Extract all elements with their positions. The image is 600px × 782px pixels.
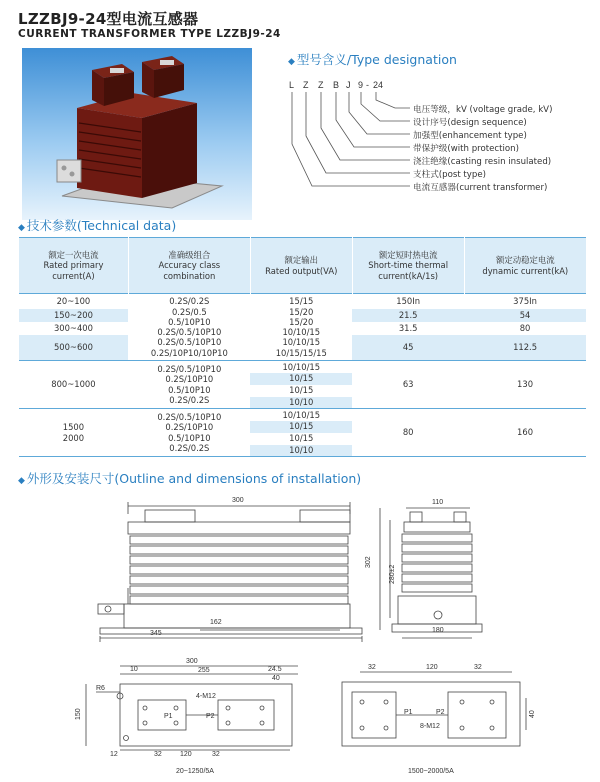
table-row: [19, 294, 587, 309]
cell-output: 10/15: [289, 385, 314, 396]
code-letter: L: [289, 80, 295, 90]
dim-front-width: 300: [232, 497, 244, 504]
column-header-dynamic: 额定动稳定电流 dynamic current(kA): [464, 238, 586, 294]
dim-plan-left: 255: [198, 667, 210, 674]
plan-left-holes: 4-M12: [196, 693, 216, 700]
cell-dynamic: 375In: [513, 296, 537, 307]
cell-current: 1500 2000: [62, 422, 85, 443]
dim-plan-left: 120: [180, 751, 192, 758]
cell-thermal: 21.5: [398, 309, 418, 320]
dim-side-height: 302: [365, 556, 372, 568]
dim-plan-left: 40: [272, 675, 280, 682]
designation-line: 电压等级，kV (voltage grade, kV): [413, 105, 553, 115]
dim-plan-left: 10: [130, 666, 138, 673]
plan-right-caption: 1500~2000/5A: [408, 768, 454, 775]
dim-plan-left: 32: [154, 751, 162, 758]
designation-line: 支柱式(post type): [413, 170, 486, 180]
technical-heading: ◆ 技术参数(Technical data): [18, 218, 177, 233]
dim-side-inner: 280±2: [389, 564, 396, 584]
cell-thermal: 80: [402, 427, 414, 438]
page-subtitle: CURRENT TRANSFORMER TYPE LZZBJ9-24: [18, 28, 281, 40]
plan-view-left: [86, 666, 298, 750]
dim-plan-right: 32: [474, 664, 482, 671]
designation-line: 设计序号(design sequence): [413, 118, 527, 128]
dim-plan-right: 40: [529, 710, 536, 718]
table-row: [19, 409, 587, 421]
cell-accuracy: 0.2S/0.2S 0.2S/0.5 0.5/10P10 0.2S/0.5/10P10 0.2S/0.5/10P10 0.2S/10P10/10P10: [150, 296, 228, 358]
cell-output: 10/15: [289, 433, 314, 444]
cell-output: 10/10: [250, 445, 352, 457]
front-view: [98, 502, 362, 642]
cell-thermal: 63: [402, 379, 414, 390]
page-title: LZZBJ9-24型电流互感器: [18, 10, 199, 28]
column-header-thermal: 额定短时热电流 Short-time thermal current(kA/1s): [352, 238, 464, 294]
cell-dynamic: 54: [519, 309, 531, 320]
dim-front-base: 345: [150, 630, 162, 637]
cell-current: 20~100: [56, 296, 91, 307]
product-photo: [22, 48, 252, 220]
technical-data-table: [18, 237, 586, 457]
dim-plan-left: 32: [212, 751, 220, 758]
code-letter: Z: [318, 80, 324, 90]
cell-current: 500~600: [53, 342, 93, 353]
dim-plan-right: 32: [368, 664, 376, 671]
plan-view-right: [342, 672, 526, 746]
designation-line: 加强型(enhancement type): [413, 131, 527, 141]
code-dash: -: [366, 80, 369, 90]
column-header-accuracy: 准确级组合 Accuracy class combination: [128, 238, 250, 294]
dim-side-base: 180: [432, 627, 444, 634]
dim-plan-left: R6: [96, 685, 105, 692]
cell-output: 10/15: [250, 421, 352, 433]
cell-dynamic: 130: [517, 379, 534, 390]
code-letter: B: [333, 80, 340, 90]
designation-line: 电流互感器(current transformer): [413, 183, 548, 193]
column-header-output: 额定输出 Rated output(VA): [250, 238, 352, 294]
plan-left-p2: P2: [206, 713, 215, 720]
table-header-row: [19, 238, 587, 294]
outline-drawings: [0, 480, 600, 782]
dim-plan-left: 300: [186, 658, 198, 665]
cell-dynamic: 80: [519, 322, 531, 333]
cell-output: 10/10/15: [282, 361, 321, 372]
dim-front-offset: 162: [210, 619, 222, 626]
plan-right-p2: P2: [436, 709, 445, 716]
code-letter: 9: [358, 80, 364, 90]
plan-left-p1: P1: [164, 713, 173, 720]
cell-output: 15/15 15/20 15/20 10/10/15 10/10/15 10/15/15/15: [275, 296, 327, 358]
designation-heading: ◆ 型号含义/Type designation: [288, 52, 457, 67]
cell-current: 800~1000: [51, 379, 96, 390]
dim-plan-left: 12: [110, 751, 118, 758]
designation-line: 带保护级(with protection): [413, 144, 519, 154]
cell-output: 10/10: [250, 397, 352, 409]
code-letter: 24: [373, 80, 384, 90]
cell-thermal: 31.5: [398, 322, 418, 333]
cell-dynamic: 112.5: [513, 342, 538, 353]
plan-right-holes: 8-M12: [420, 723, 440, 730]
code-letter: Z: [303, 80, 309, 90]
outline-heading: ◆ 外形及安装尺寸(Outline and dimensions of installation): [18, 471, 362, 486]
cell-thermal: 150In: [396, 296, 421, 307]
cell-current: 300~400: [53, 322, 93, 333]
dim-side-top: 110: [432, 499, 444, 506]
plan-left-caption: 20~1250/5A: [176, 768, 214, 775]
cell-current: 150~200: [53, 309, 93, 320]
plan-right-p1: P1: [404, 709, 413, 716]
code-letter: J: [346, 80, 351, 90]
dim-plan-right: 120: [426, 664, 438, 671]
cell-output: 10/10/15: [282, 409, 321, 420]
cell-accuracy: 0.2S/0.5/10P10 0.2S/10P10 0.5/10P10 0.2S/0.2S: [157, 364, 222, 405]
designation-line: 浇注绝缘(casting resin insulated): [413, 157, 552, 167]
diamond-icon: ◆: [18, 223, 25, 233]
column-header-rated-primary: 额定一次电流 Rated primary current(A): [19, 238, 129, 294]
cell-thermal: 45: [402, 342, 414, 353]
cell-accuracy: 0.2S/0.5/10P10 0.2S/10P10 0.5/10P10 0.2S/0.2S: [157, 412, 222, 453]
diamond-icon: ◆: [18, 476, 25, 486]
dim-plan-left: 150: [75, 708, 82, 720]
table-row: [19, 361, 587, 373]
cell-output: 10/15: [250, 373, 352, 385]
diamond-icon: ◆: [288, 57, 295, 67]
dim-plan-left: 24.5: [268, 666, 282, 673]
cell-dynamic: 160: [517, 427, 534, 438]
